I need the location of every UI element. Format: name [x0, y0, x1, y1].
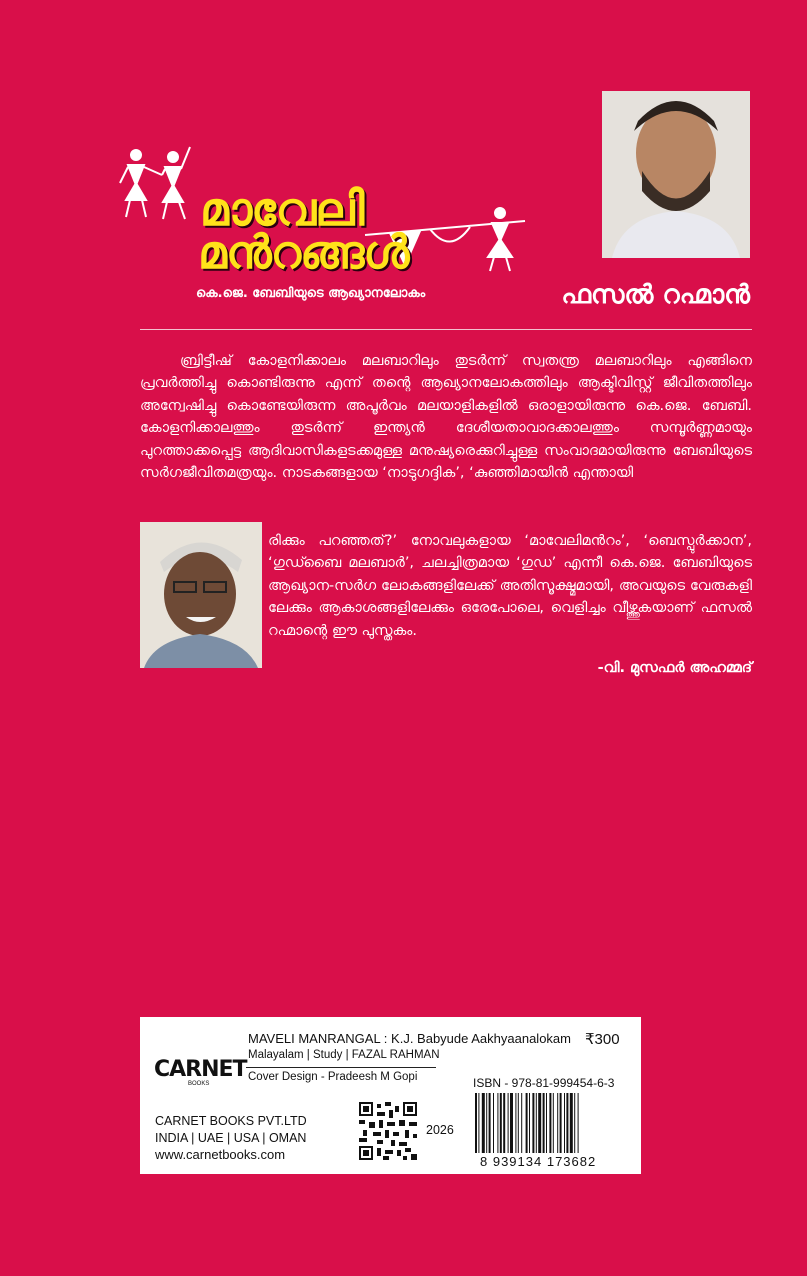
imprint-box	[140, 1017, 641, 1174]
subject-photo	[140, 522, 262, 668]
price: ₹300	[585, 1031, 620, 1048]
author-photo	[602, 91, 750, 258]
blurb-paragraph: ബ്രിട്ടീഷ് കോളനിക്കാലം മലബാറിലും തുടർന്ന് സ്വതന്ത്ര മലബാറിലും എങ്ങിനെ പ്രവർത്തിച്ചു കൊണ്ടിരുന്നു എന്ന് തന്റെ ആഖ്യാനലോകത്തിലും ആക്ടിവിസ്റ്റ് ജീവിതത്തിലും അന്വേഷിച്ചു കൊണ്ടേയിരുന്ന അപൂർവം മലയാളികളിൽ ഒരാളായിരുന്നു കെ.ജെ. ബേബി. കോളനിക്കാലത്തും തുടർന്ന് ഇന്ത്യൻ ദേശീയതാവാദക്കാലത്തും സമ്പൂർണ്ണമായും പുറത്താക്കപ്പെട്ട ആദിവാസികളടക്കമുള്ള മനുഷ്യരെക്കുറിച്ചുള്ള സംവാദമായിരുന്നു ബേബിയുടെ സർഗജീവിതമത്രയും. നാടകങ്ങളായ ‘നാടുഗദ്ദിക’, ‘കുഞ്ഞിമായിൻ എന്തായി	[140, 353, 752, 482]
imprint-rule	[246, 1067, 436, 1068]
reviewer-signature: -വി. മുസഫർ അഹമ്മദ്	[597, 660, 752, 676]
imprint-book-title: MAVELI MANRANGAL : K.J. Babyude Aakhyaanalokam	[248, 1031, 571, 1046]
publication-year: 2026	[426, 1123, 454, 1137]
author-name: ഫസൽ റഹ്മാൻ	[561, 280, 750, 310]
publisher-logo: CARNET	[154, 1057, 247, 1082]
tribal-dancers-illustration	[118, 145, 208, 225]
publisher-name: CARNET BOOKS PVT.LTD	[155, 1114, 307, 1128]
publisher-countries: INDIA | UAE | USA | OMAN	[155, 1131, 307, 1145]
publisher-website: www.carnetbooks.com	[155, 1147, 286, 1162]
book-subtitle: കെ.ജെ. ബേബിയുടെ ആഖ്യാനലോകം	[196, 286, 426, 301]
qr-code	[359, 1102, 417, 1160]
barcode-digits: 8 939134 173682	[480, 1154, 597, 1169]
publisher-logo-subtext: BOOKS	[188, 1081, 210, 1087]
barcode	[473, 1093, 631, 1155]
book-title-line-2: മൻറങ്ങൾ	[198, 225, 409, 279]
book-title-line-1: മാവേലി	[200, 182, 364, 236]
cover-credit: Cover Design - Pradeesh M Gopi	[248, 1071, 418, 1083]
isbn: ISBN - 978-81-999454-6-3	[473, 1076, 615, 1090]
divider	[140, 329, 752, 330]
imprint-meta: Malayalam | Study | FAZAL RAHMAN	[248, 1049, 440, 1061]
blurb-paragraph-continued: രിക്കും പറഞ്ഞത്?’ നോവലുകളായ ‘മാവേലിമൻറം’, ‘ബെസ്പുർക്കാന’, ‘ഗുഡ്ബൈ മലബാർ’, ചലച്ചിത്രമായ ‘ഗുഡ’ എന്നീ കെ.ജെ. ബേബിയുടെ ആഖ്യാന-സർഗ ലോകങ്ങളിലേക്ക് അതിസൂക്ഷ്മമായി, അവയുടെ വേരുകളി ലേക്കും ആകാശങ്ങളിലേക്കും ഒരേപോലെ, വെളിച്ചം വീഴ്ത്തുകയാണ് ഫസൽ റഹ്മാന്റെ ഈ പുസ്തകം.	[268, 533, 752, 639]
